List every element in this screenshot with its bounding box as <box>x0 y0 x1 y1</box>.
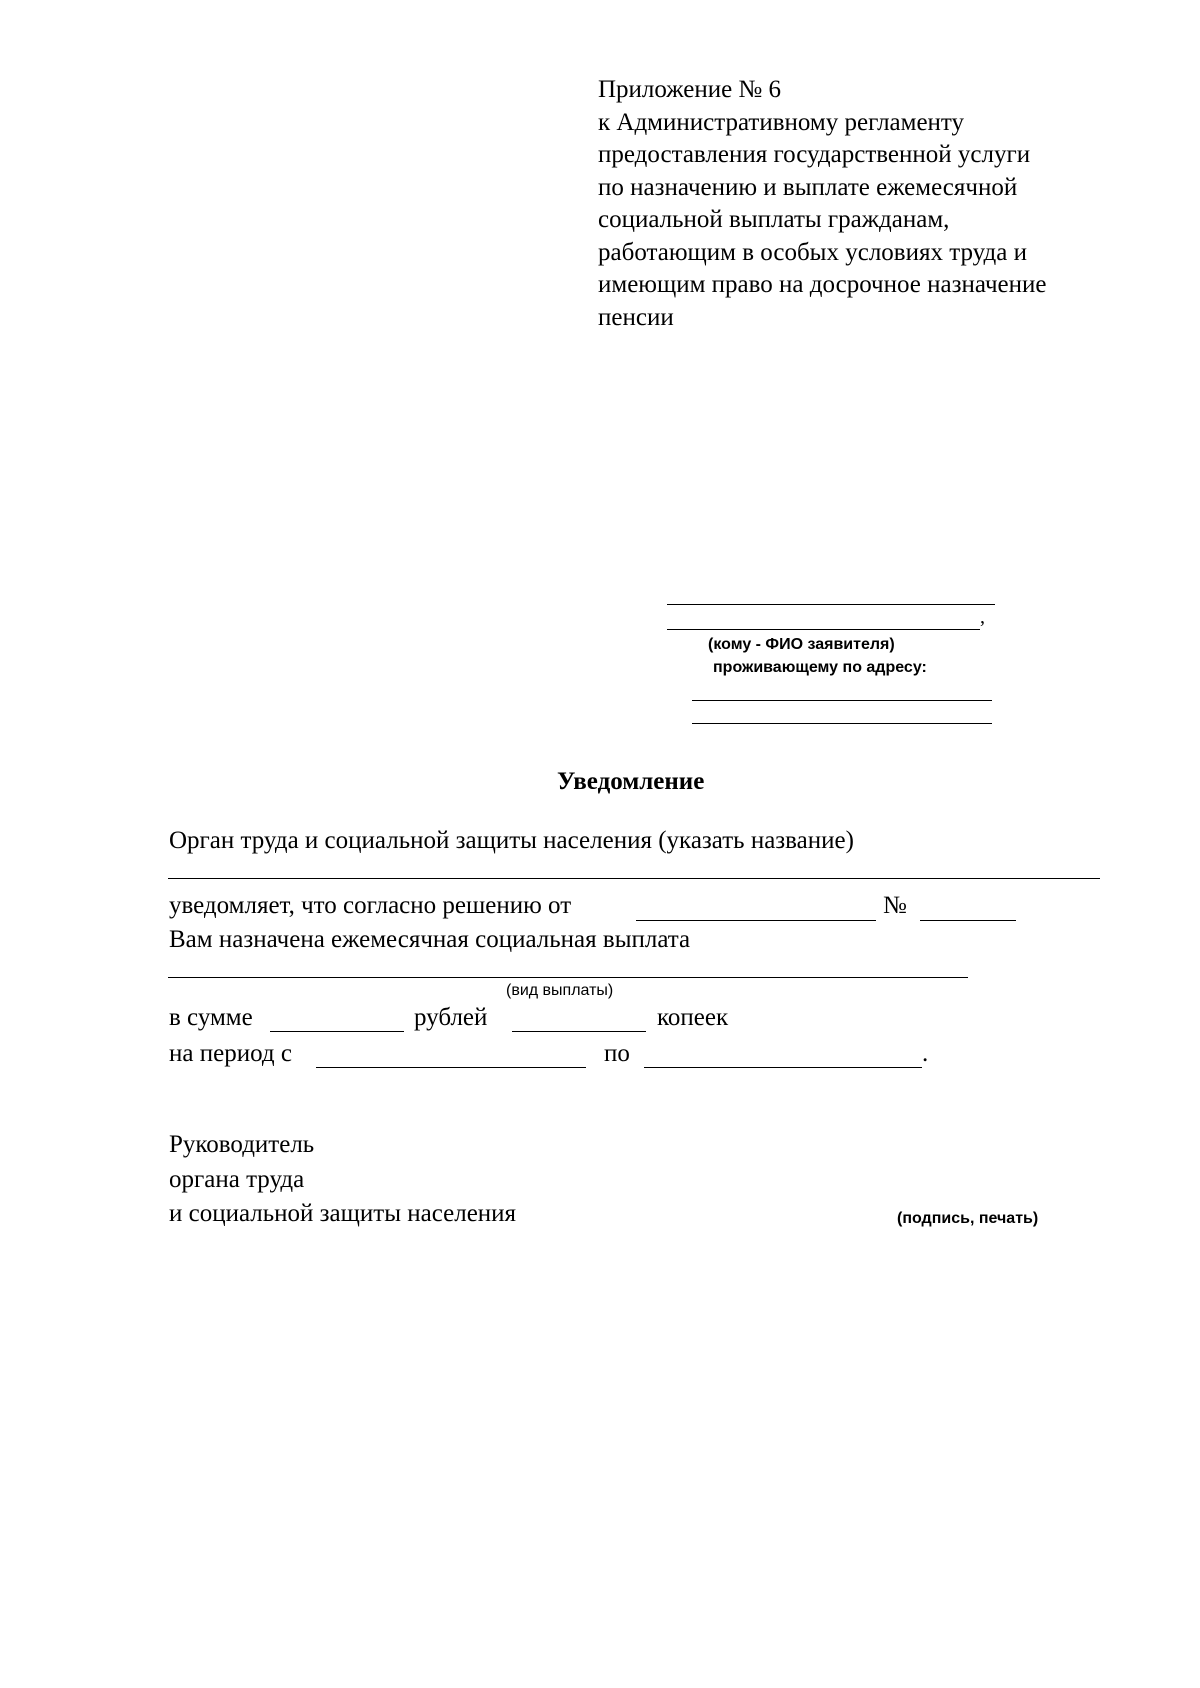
sum-label: в сумме <box>169 1004 253 1031</box>
rubles-label: рублей <box>414 1004 488 1031</box>
decision-number-field <box>920 920 1016 921</box>
decision-date-field <box>636 920 876 921</box>
notice-title: Уведомление <box>557 768 705 795</box>
agency-name-line <box>168 878 1100 879</box>
appendix-line: предоставления государственной услуги <box>598 141 1031 168</box>
appendix-line: к Административному регламенту <box>598 108 965 136</box>
period-start-field <box>316 1067 586 1068</box>
address-line-1 <box>692 700 992 701</box>
recipient-name-line-2 <box>667 629 980 630</box>
appendix-line: по назначению и выплате ежемесячной <box>598 173 1018 201</box>
period-end-field <box>644 1067 922 1068</box>
appendix-line: имеющим право на досрочное назначение <box>598 271 1047 298</box>
signature-line: органа труда <box>169 1166 305 1193</box>
period-to-label: по <box>604 1040 630 1067</box>
period-from-label: на период с <box>169 1040 292 1067</box>
recipient-caption: (кому - ФИО заявителя) <box>708 636 895 653</box>
kopecks-field <box>512 1031 646 1032</box>
address-line-2 <box>692 723 992 724</box>
payment-type-caption: (вид выплаты) <box>506 982 614 999</box>
kopecks-label: копеек <box>657 1004 729 1031</box>
appendix-line: Приложение № 6 <box>598 76 782 103</box>
number-sign: № <box>883 892 907 919</box>
assigned-text: Вам назначена ежемесячная социальная выплата <box>169 926 691 953</box>
signature-line: и социальной защиты населения <box>169 1200 517 1227</box>
appendix-line: социальной выплаты гражданам, <box>598 206 950 233</box>
recipient-name-line-1 <box>667 604 995 605</box>
appendix-line: пенсии <box>598 303 674 331</box>
period-end-mark: . <box>922 1040 929 1067</box>
signature-line: Руководитель <box>169 1131 315 1158</box>
appendix-line: работающим в особых условиях труда и <box>598 238 1028 266</box>
signature-caption: (подпись, печать) <box>897 1210 1039 1227</box>
payment-type-field <box>168 977 968 978</box>
notifies-text: уведомляет, что согласно решению от <box>169 892 572 919</box>
recipient-trailing-mark: , <box>980 606 985 628</box>
appendix-header <box>598 74 1047 334</box>
agency-line: Орган труда и социальной защиты населения (указать название) <box>169 827 854 854</box>
address-caption: проживающему по адресу: <box>713 659 927 676</box>
rubles-field <box>270 1031 404 1032</box>
